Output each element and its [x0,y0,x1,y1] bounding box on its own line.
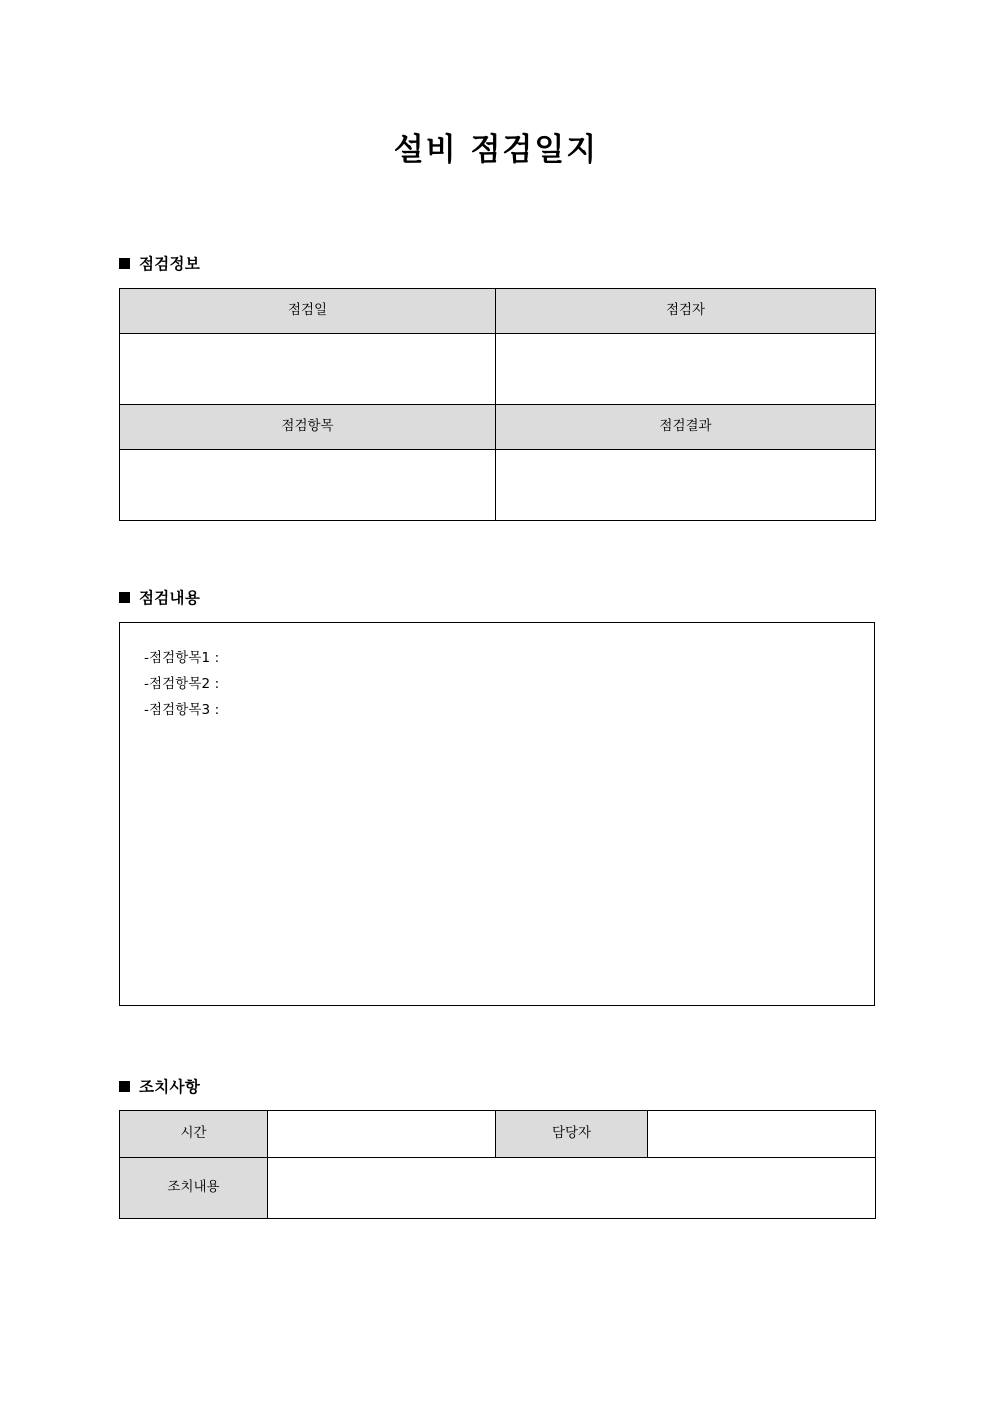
filled-square-bullet-icon [119,258,130,269]
section-heading-inspection-content [119,586,200,608]
cell-value-time[interactable] [268,1111,496,1158]
cell-value-inspector[interactable] [496,334,876,405]
content-line-item-2: -점검항목2 : [144,676,220,692]
page-title: 설비 점검일지 [393,132,599,168]
table-row [120,334,876,405]
cell-value-inspection-result[interactable] [496,450,876,521]
table-row [120,1111,876,1158]
cell-value-inspection-date[interactable] [120,334,496,405]
cell-header-person-in-charge: 담당자 [496,1111,648,1158]
cell-header-inspector: 점검자 [496,289,876,334]
cell-header-inspection-date: 점검일 [120,289,496,334]
content-line-item-3: -점검항목3 : [144,702,220,718]
filled-square-bullet-icon [119,1081,130,1092]
cell-value-inspection-item[interactable] [120,450,496,521]
content-line-item-1: -점검항목1 : [144,650,220,666]
table-row [120,289,876,334]
section-heading-label: 점검내용 [139,589,201,607]
cell-header-time: 시간 [120,1111,268,1158]
inspection-info-table [119,288,876,521]
cell-header-action-detail: 조치내용 [120,1158,268,1219]
cell-header-inspection-item: 점검항목 [120,405,496,450]
table-row [120,450,876,521]
section-heading-inspection-info [119,252,200,274]
action-items-table [119,1110,876,1219]
table-row [120,1158,876,1219]
section-heading-label: 조치사항 [139,1078,201,1096]
filled-square-bullet-icon [119,592,130,603]
inspection-content-textarea[interactable] [119,622,875,1006]
section-heading-action-items [119,1075,200,1097]
cell-value-person-in-charge[interactable] [648,1111,876,1158]
table-row [120,405,876,450]
cell-header-inspection-result: 점검결과 [496,405,876,450]
section-heading-label: 점검정보 [139,255,201,273]
cell-value-action-detail[interactable] [268,1158,876,1219]
